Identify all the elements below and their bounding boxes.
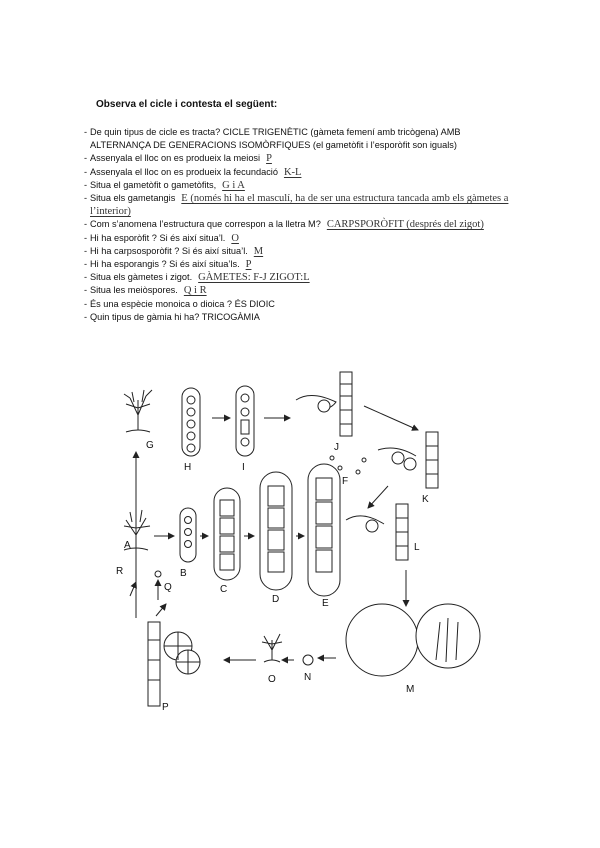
question-esporofit: - Hi ha esporòfit ? Si és així situa’l. O	[84, 232, 584, 245]
question-lletra-m: - Com s’anomena l’estructura que correspon a la lletra M? CARPSPORÒFIT (després del zigot)	[84, 218, 584, 231]
question-gametofit: - Situa el gametòfit o gametòfits, G i A	[84, 179, 584, 192]
thallus-g	[124, 390, 152, 432]
answer-gametangis[interactable]: E (només hi ha el masculí, ha de ser una estructura tancada amb els gàmetes a	[181, 193, 509, 205]
answer-monoica-dioica[interactable]: ÉS DIOIC	[234, 298, 275, 309]
question-meiosi: - Assenyala el lloc on es produeix la meiosi P	[84, 152, 584, 165]
question-gametes-zigot: - Situa els gàmetes i zigot. GÀMETES: F-J ZIGOT:L	[84, 271, 584, 284]
answer-gametangis-continued: l’interior)	[90, 206, 131, 218]
label-r: R	[116, 566, 124, 577]
carpospore-n	[303, 655, 313, 665]
question-monoica-dioica: - És una espècie monoica o dioica ? ÉS DIOIC	[84, 298, 275, 309]
carposporophyte-m	[346, 604, 480, 676]
meiospore-q	[155, 571, 161, 577]
answer-carpsosporofit[interactable]: M	[253, 245, 264, 257]
label-h: H	[184, 462, 192, 473]
label-i: I	[242, 462, 245, 473]
life-cycle-figure	[96, 360, 536, 720]
question-meiospores: - Situa les meiòspores. Q i R	[84, 284, 584, 297]
label-m: M	[406, 684, 415, 695]
answer-gamia[interactable]: TRICOGÀMIA	[201, 311, 260, 322]
tetrasporangia-p	[148, 622, 200, 706]
zygote-l	[346, 504, 408, 560]
page-title: Observa el cicle i contesta el següent:	[96, 99, 278, 110]
filament-b	[180, 508, 196, 562]
label-l: L	[414, 542, 420, 553]
filament-d	[260, 472, 292, 590]
label-f: F	[342, 476, 349, 487]
fertilization-k	[356, 432, 438, 488]
label-n: N	[304, 672, 312, 683]
answer-lletra-m[interactable]: CARPSPORÒFIT (després del zigot)	[326, 219, 484, 231]
label-b: B	[180, 568, 187, 579]
carpogonium-j	[296, 372, 352, 436]
label-g: G	[146, 440, 154, 451]
question-carpsosporofit: - Hi ha carpsosporòfit ? Si és així situa’l. M	[84, 245, 584, 258]
question-fecundacio: - Assenyala el lloc on es produeix la fecundació K-L	[84, 166, 584, 179]
question-list	[84, 126, 584, 324]
label-j: J	[334, 442, 339, 453]
answer-fecundacio[interactable]: K-L	[283, 166, 302, 178]
label-p: P	[162, 702, 169, 713]
label-k: K	[422, 494, 429, 505]
question-gametangis: - Situa els gametangis E (només hi ha el masculí, ha de ser una estructura tancada amb els gàmetes a	[84, 192, 584, 205]
question-gamia: - Quin tipus de gàmia hi ha? TRICOGÀMIA	[84, 311, 260, 322]
sporophyte-o	[262, 634, 282, 662]
label-a: A	[124, 540, 131, 551]
answer-meiosi[interactable]: P	[266, 153, 272, 165]
gametangium-e	[308, 464, 340, 596]
label-o: O	[268, 674, 276, 685]
question-1-continued: ALTERNANÇA DE GENERACIONS ISOMÒRFIQUES (el gametòfit i l’esporòfit son iguals)	[90, 140, 457, 151]
label-c: C	[220, 584, 228, 595]
question-1: - De quin tipus de cicle es tracta? CICLE TRIGENÈTIC (gàmeta femení amb tricògena) AMB	[84, 127, 461, 137]
answer-esporangis[interactable]: P	[245, 259, 252, 271]
filament-c	[214, 488, 240, 580]
question-esporangis: - Hi ha esporangis ? Si és així situa’ls. P	[84, 258, 584, 271]
answer-meiospores[interactable]: Q i R	[183, 285, 207, 297]
answer-gametofit[interactable]: G i A	[222, 179, 245, 191]
label-e: E	[322, 598, 329, 609]
filament-i	[236, 386, 254, 456]
label-q: Q	[164, 582, 172, 593]
label-d: D	[272, 594, 280, 605]
life-cycle-diagram	[96, 360, 536, 720]
answer-gametes-zigot[interactable]: GÀMETES: F-J ZIGOT:L	[198, 272, 310, 284]
filament-h	[182, 388, 200, 456]
answer-esporofit[interactable]: O	[231, 232, 239, 244]
